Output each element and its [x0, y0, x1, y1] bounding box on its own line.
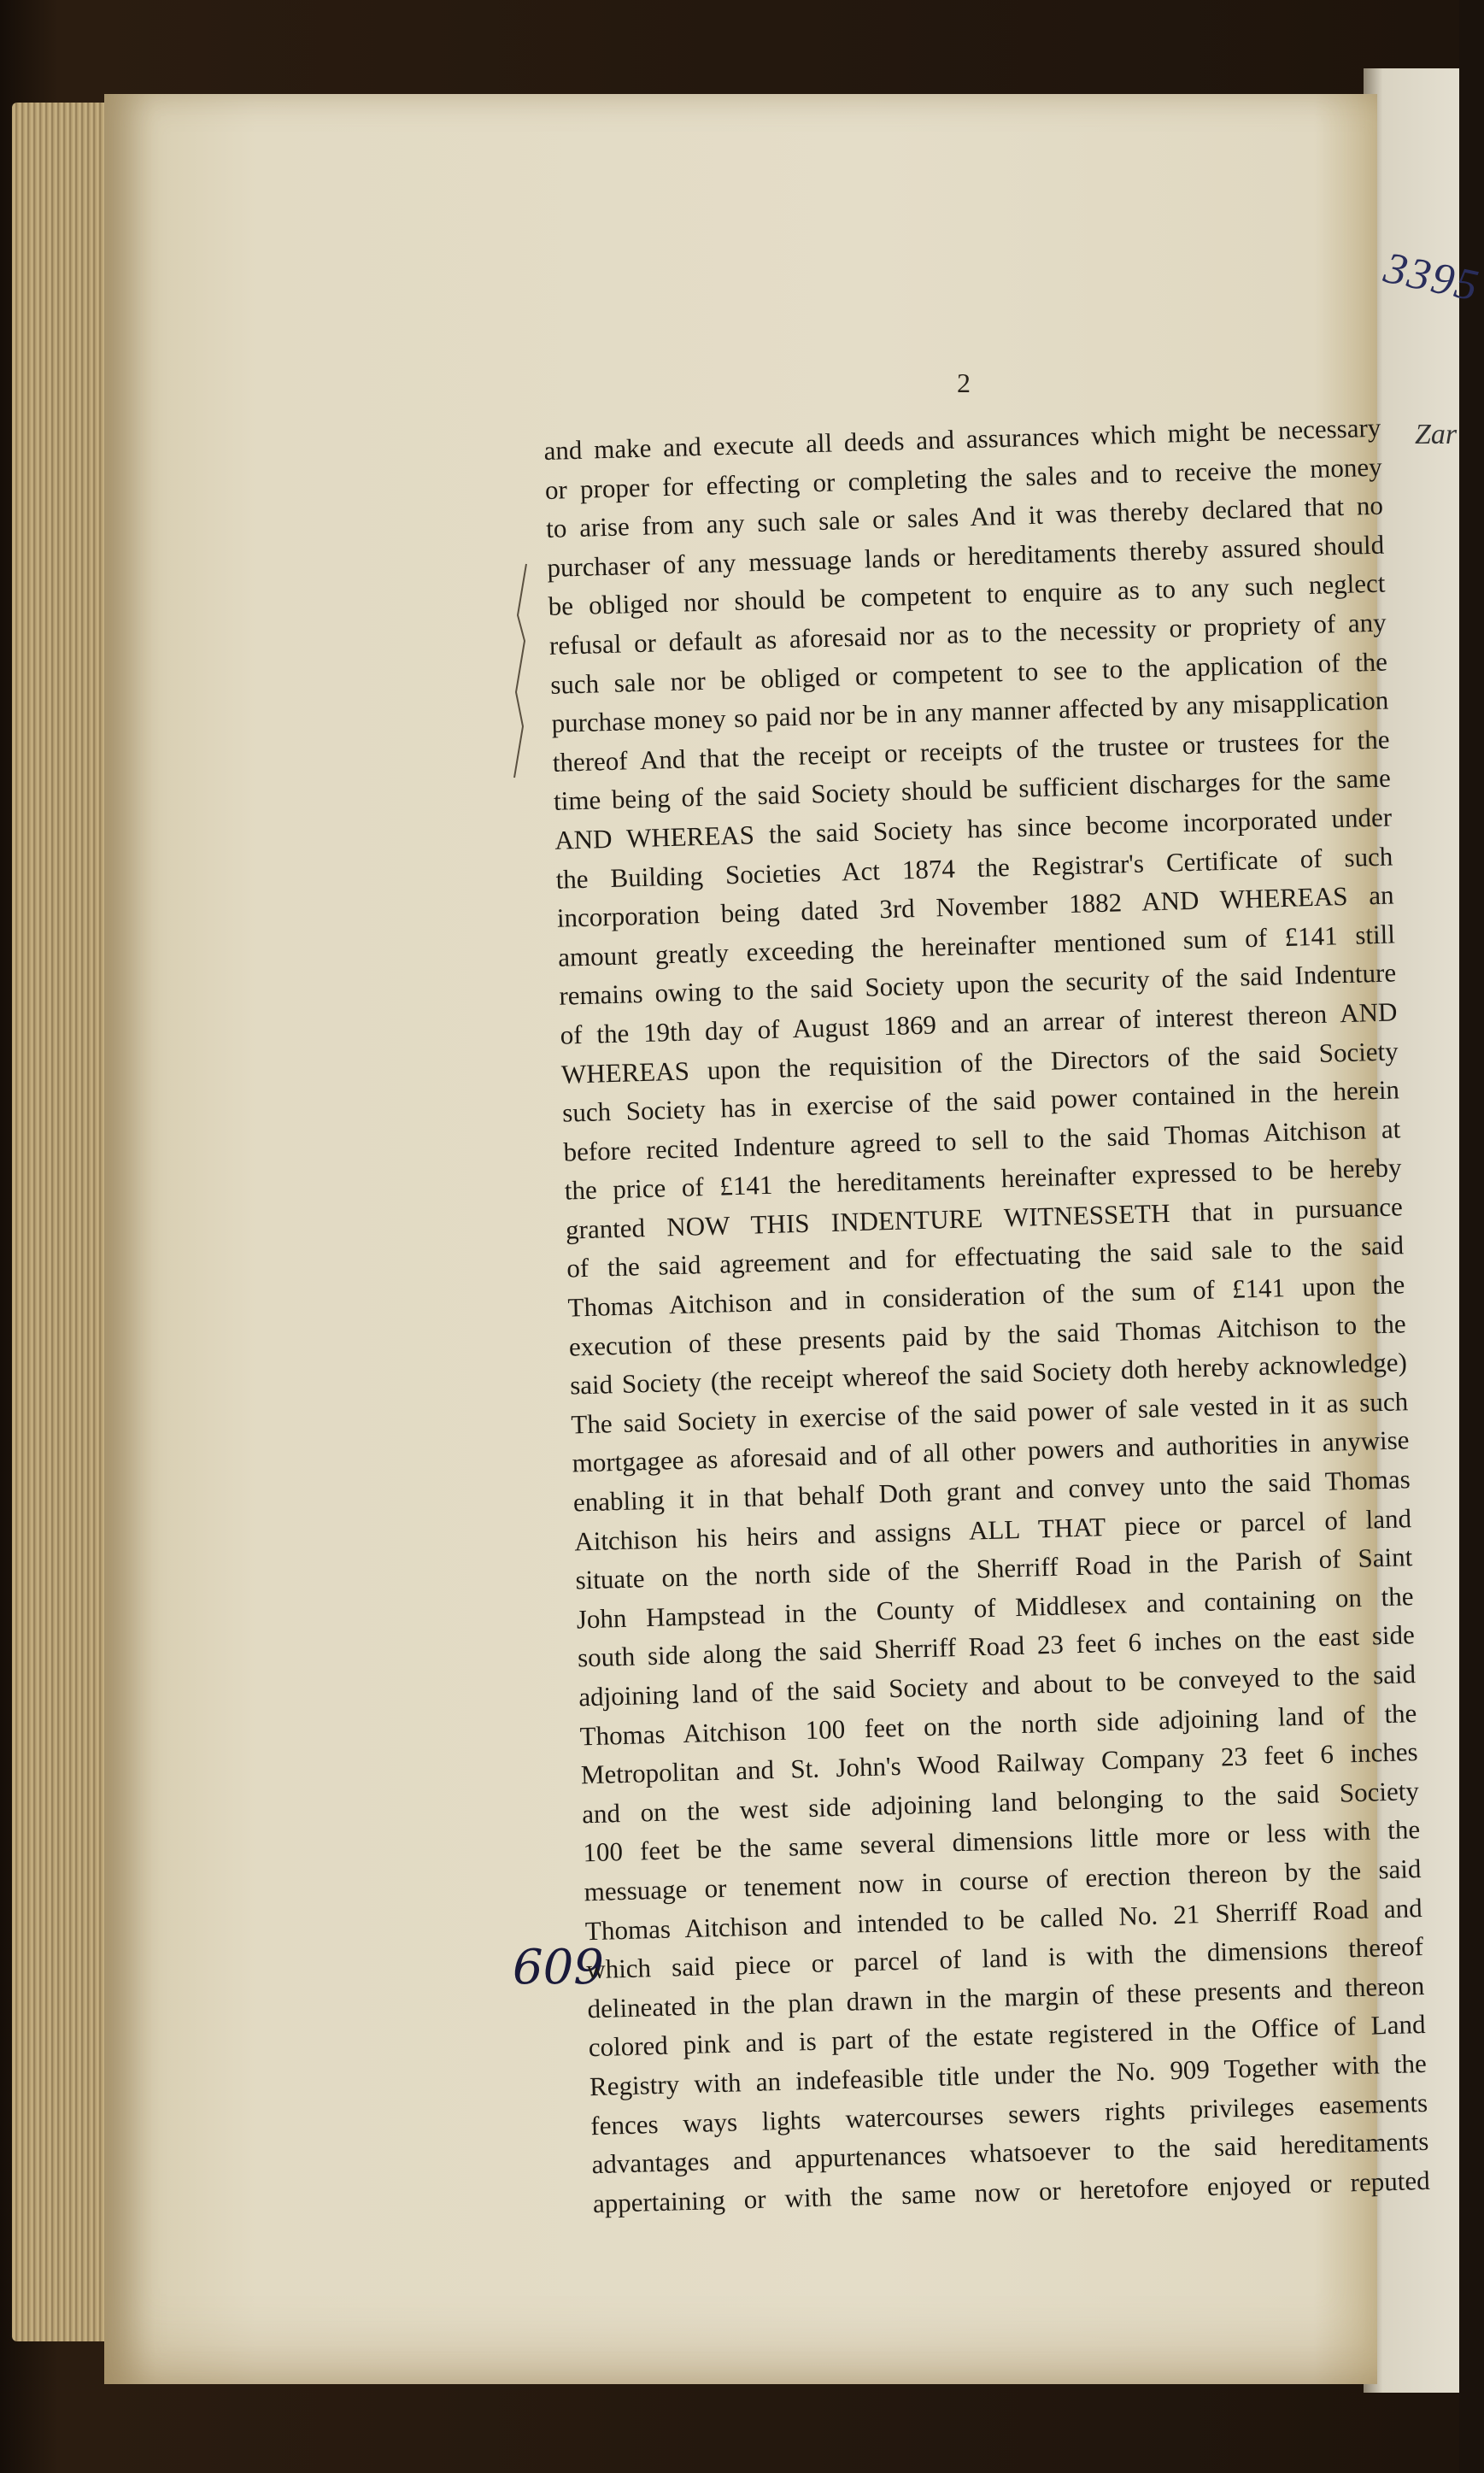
text-line: such sale nor be obliged or competent to see to the application of the — [549, 646, 1388, 700]
text-line: and make and execute all deeds and assurances which might be necessary — [543, 412, 1381, 466]
text-line: thereof And that the receipt or receipts of the trustee or trustees for the — [552, 724, 1390, 778]
text-line: south side along the said Sherriff Road 23 feet 6 inches on the east side — [577, 1619, 1416, 1673]
text-line: Thomas Aitchison 100 feet on the north side adjoining land of the — [579, 1697, 1417, 1751]
text-line: Thomas Aitchison and intended to be called No. 21 Sherriff Road and — [584, 1892, 1423, 1946]
text-line: The said Society in exercise of the said power of sale vested in it as such — [570, 1386, 1409, 1440]
text-line: execution of these presents paid by the said Thomas Aitchison to the — [568, 1307, 1407, 1362]
text-line: refusal or default as aforesaid nor as to the necessity or propriety of any — [548, 607, 1387, 661]
text-line: incorporation being dated 3rd November 1882 AND WHEREAS an — [556, 879, 1395, 933]
text-line: appertaining or with the same now or heretofore enjoyed or reputed — [592, 2165, 1431, 2218]
text-line: mortgagee as aforesaid and of all other powers and authorities in anywise — [572, 1424, 1410, 1478]
text-line: of the said agreement and for effectuating the said sale to the said — [566, 1230, 1405, 1284]
text-line: said Society (the receipt whereof the said Society doth hereby acknowledge) — [569, 1347, 1408, 1401]
page-number: 2 — [957, 367, 971, 398]
text-line: adjoining land of the said Society and about to be conveyed to the said — [578, 1659, 1417, 1712]
text-line: before recited Indenture agreed to sell to the said Thomas Aitchison at — [563, 1113, 1401, 1167]
text-line: and on the west side adjoining land belonging to the said Society — [581, 1775, 1420, 1830]
text-line: time being of the said Society should be sufficient discharges for the same — [553, 762, 1392, 817]
text-line: situate on the north side of the Sherriff Road in the Parish of Saint — [575, 1542, 1413, 1595]
handwritten-reference: 3395 — [1380, 243, 1484, 312]
text-line: or proper for effecting or completing the sales and to receive the money — [544, 451, 1383, 505]
text-line: be obliged nor should be competent to enquire as to any such neglect — [548, 567, 1386, 622]
text-line: delineated in the plan drawn in the margin of these presents and thereon — [587, 1970, 1425, 2024]
text-line: John Hampstead in the County of Middlesex and containing on the — [576, 1580, 1414, 1635]
text-line: purchase money so paid nor be in any manner affected by any misapplication — [551, 684, 1389, 739]
text-line: the Building Societies Act 1874 the Registrar's Certificate of such — [555, 840, 1393, 895]
text-line: of the 19th day of August 1869 and an arrear of interest thereon AND — [560, 996, 1398, 1050]
page-edges — [12, 103, 114, 2341]
text-line: to arise from any such sale or sales And it was thereby declared that no — [545, 490, 1384, 544]
text-line: purchaser of any messuage lands or hereditaments thereby assured should — [546, 529, 1385, 583]
text-line: messuage or tenement now in course of erection thereon by the said — [584, 1853, 1422, 1907]
text-line: the price of £141 the hereditaments hereinafter expressed to be hereby — [564, 1152, 1402, 1206]
margin-pencil-marks — [509, 564, 535, 786]
text-line: Aitchison his heirs and assigns ALL THAT piece or parcel of land — [573, 1502, 1412, 1557]
text-line: enabling it in that behalf Doth grant and convey unto the said Thomas — [572, 1464, 1411, 1518]
text-line: Registry with an indefeasible title under the No. 909 Together with the — [589, 2047, 1428, 2102]
text-line: amount greatly exceeding the hereinafter mentioned sum of £141 still — [557, 919, 1396, 972]
text-line: Thomas Aitchison and in consideration of the sum of £141 upon the — [567, 1269, 1405, 1323]
text-line: which said piece or parcel of land is with the dimensions thereof — [585, 1931, 1424, 1985]
text-line: colored pink and is part of the estate registered in the Office of Land — [588, 2009, 1426, 2063]
text-line: granted NOW THIS INDENTURE WITNESSETH that in pursuance — [565, 1191, 1404, 1245]
text-line: AND WHEREAS the said Society has since become incorporated under — [554, 802, 1393, 855]
text-line: 100 feet be the same several dimensions little more or less with the — [582, 1814, 1421, 1868]
text-line: advantages and appurtenances whatsoever to the said hereditaments — [591, 2125, 1429, 2180]
text-line: such Society has in exercise of the said power contained in the herein — [561, 1074, 1400, 1128]
text-line: WHEREAS upon the requisition of the Directors of the said Society — [560, 1035, 1399, 1090]
facing-page-fragment: Zar — [1415, 419, 1458, 450]
text-line: Metropolitan and St. John's Wood Railway Company 23 feet 6 inches — [580, 1736, 1419, 1790]
text-line: remains owing to the said Society upon the security of the said Indenture — [558, 957, 1397, 1012]
text-line: fences ways lights watercourses sewers rights privileges easements — [589, 2087, 1428, 2141]
margin-handwritten-number: 609 — [513, 1940, 604, 1995]
indenture-body-text — [543, 408, 1430, 2223]
